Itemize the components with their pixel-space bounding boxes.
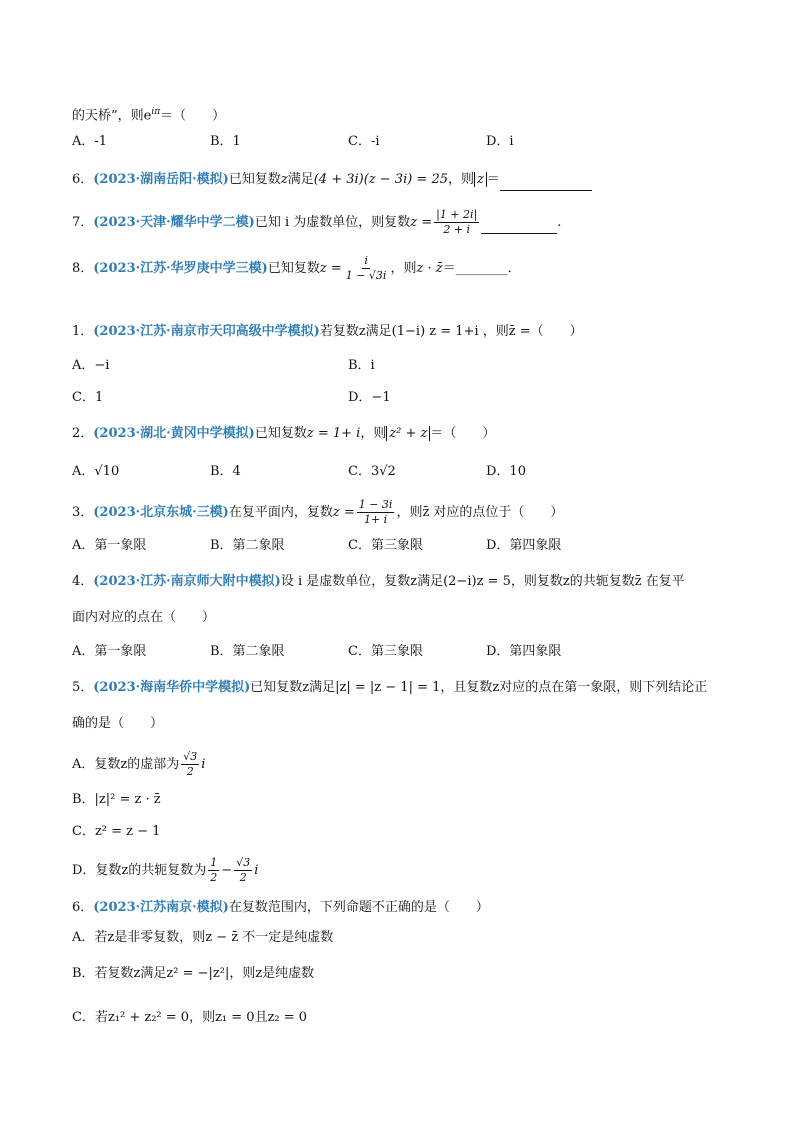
option-a[interactable]: A．第一象限 bbox=[72, 644, 147, 659]
option-c[interactable]: C．若z₁² + z₂² = 0，则z₁ = 0且z₂ = 0 bbox=[72, 1010, 308, 1025]
option-a[interactable]: A．复数z的虚部为 $\frac{√3}{2}$ i bbox=[72, 750, 206, 778]
option-c[interactable]: C．3√2 bbox=[348, 464, 396, 479]
option-b[interactable]: B．4 bbox=[210, 464, 241, 479]
option-d[interactable]: D．i bbox=[486, 134, 514, 149]
fraction: $\frac{|1 + 2i|}{2 + i}$ bbox=[436, 208, 478, 236]
fraction: $\frac{i}{1 - √3i}$ bbox=[345, 254, 387, 282]
question-fragment: 的天桥”，则$e^{i\pi}=$（ ） bbox=[72, 107, 226, 124]
option-a[interactable]: A．若z是非零复数，则z − z̄ 不一定是纯虚数 bbox=[72, 930, 334, 945]
option-b[interactable]: B．i bbox=[348, 358, 375, 373]
question-4: 4．(2023·江苏·南京师大附中模拟)设 i 是虚数单位，复数z满足(2−i)z = 5，则复数z的共轭复数z̄ 在复平 bbox=[72, 574, 685, 589]
option-b[interactable]: B．1 bbox=[210, 134, 241, 149]
question-5-cont: 确的是（ ） bbox=[72, 716, 164, 731]
source-tag: (2023·江苏南京·模拟) bbox=[93, 900, 229, 915]
question-3: 3．(2023·北京东城·三模)在复平面内，复数z = $\frac{1 - 3i}{1+ i}$ ，则z̄ 对应的点位于（ ） bbox=[72, 498, 564, 526]
source-tag: (2023·江苏·南京市天印高级中学模拟) bbox=[93, 324, 320, 339]
source-tag: (2023·江苏·华罗庚中学三模) bbox=[93, 261, 268, 276]
source-tag: (2023·北京东城·三模) bbox=[93, 505, 229, 520]
source-tag: (2023·江苏·南京师大附中模拟) bbox=[93, 574, 281, 589]
option-c[interactable]: C．第三象限 bbox=[348, 538, 423, 553]
option-a[interactable]: A．√10 bbox=[72, 464, 120, 479]
question-4-cont: 面内对应的点在（ ） bbox=[72, 610, 216, 625]
option-d[interactable]: D．复数z的共轭复数为 $\frac{1}{2}$ − $\frac{√3}{2}$ i bbox=[72, 856, 259, 884]
option-a[interactable]: A．−i bbox=[72, 358, 110, 373]
source-tag: (2023·天津·耀华中学二模) bbox=[93, 215, 255, 230]
source-tag: (2023·海南华侨中学模拟) bbox=[93, 680, 251, 695]
option-d[interactable]: D．第四象限 bbox=[486, 644, 562, 659]
question-1: 1．(2023·江苏·南京市天印高级中学模拟)若复数z满足(1−i) z = 1+i ，则z̄ =（ ） bbox=[72, 324, 583, 339]
fraction: $\frac{1 - 3i}{1+ i}$ bbox=[358, 498, 393, 526]
option-d[interactable]: D．10 bbox=[486, 464, 526, 479]
question-5: 5．(2023·海南华侨中学模拟)已知复数z满足|z| = |z − 1| = 1，且复数z对应的点在第一象限，则下列结论正 bbox=[72, 680, 708, 695]
option-c[interactable]: C．-i bbox=[348, 134, 380, 149]
option-c[interactable]: C．第三象限 bbox=[348, 644, 423, 659]
option-d[interactable]: D．第四象限 bbox=[486, 538, 562, 553]
option-b[interactable]: B．第二象限 bbox=[210, 644, 285, 659]
option-a[interactable]: A．第一象限 bbox=[72, 538, 147, 553]
option-a[interactable]: A．-1 bbox=[72, 134, 108, 149]
option-d[interactable]: D．−1 bbox=[348, 390, 391, 405]
source-tag: (2023·湖南岳阳·模拟) bbox=[93, 172, 229, 187]
option-c[interactable]: C．1 bbox=[72, 390, 104, 405]
answer-blank[interactable] bbox=[500, 170, 592, 191]
fill-question-8: 8．(2023·江苏·华罗庚中学三模)已知复数z = $\frac{i}{1 - √3i}$ ，则z · z̄＝________． bbox=[72, 254, 521, 282]
option-b[interactable]: B．|z|² = z · z̄ bbox=[72, 792, 161, 807]
source-tag: (2023·湖北·黄冈中学模拟) bbox=[93, 426, 255, 441]
fill-question-7: 7．(2023·天津·耀华中学二模)已知 i 为虚数单位，则复数z = $\frac{|1 + 2i|}{2 + i}$ . bbox=[72, 208, 562, 236]
option-b[interactable]: B．第二象限 bbox=[210, 538, 285, 553]
question-2: 2．(2023·湖北·黄冈中学模拟)已知复数z = 1+ i，则 z² + z ＝（ ） bbox=[72, 426, 496, 441]
question-6: 6．(2023·江苏南京·模拟)在复数范围内，下列命题不正确的是（ ） bbox=[72, 900, 489, 915]
option-b[interactable]: B．若复数z满足z² = −|z²|，则z是纯虚数 bbox=[72, 966, 315, 981]
answer-blank[interactable] bbox=[481, 213, 557, 234]
option-c[interactable]: C．z² = z − 1 bbox=[72, 824, 161, 839]
fill-question-6: 6．(2023·湖南岳阳·模拟)已知复数z满足(4 + 3i)(z − 3i) = 25，则 z ＝ bbox=[72, 170, 592, 191]
